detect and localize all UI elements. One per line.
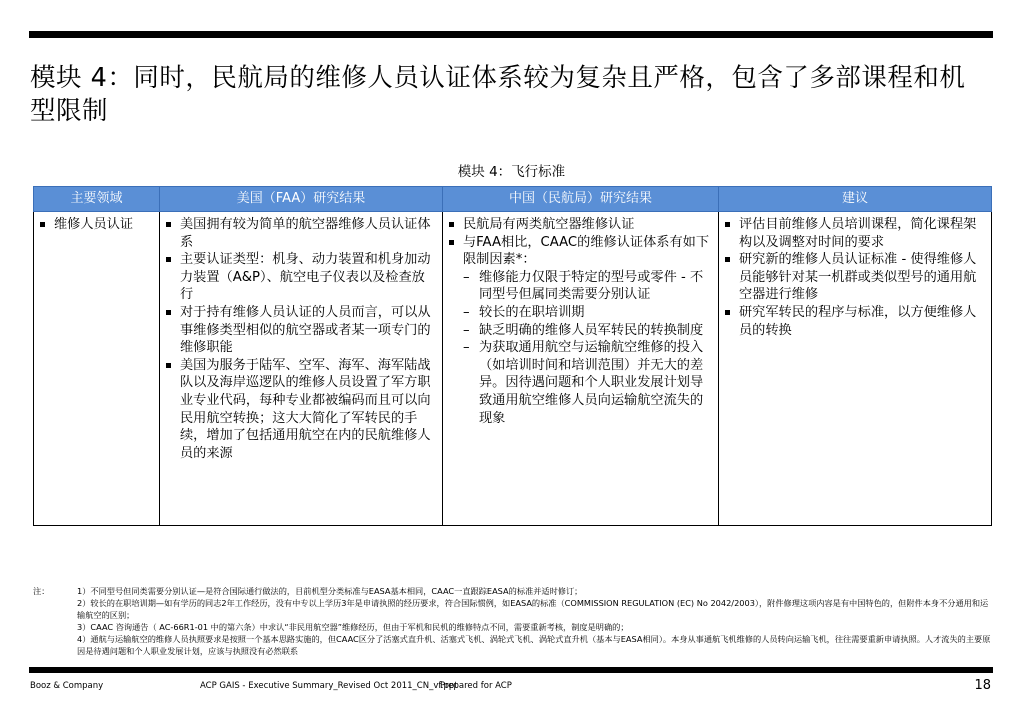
header-recommendation: 建议 xyxy=(719,187,992,212)
list-item: 主要认证类型：机身、动力装置和机身加动力装置（A&P）、航空电子仪表以及检查放行 xyxy=(164,251,438,304)
footnote-line: 4）通航与运输航空的维修人员执照要求是按照一个基本思路实施的，但CAAC区分了活塞式直升机、活塞式飞机、涡轮式飞机、涡轮式直升机（基本与EASA相同）。本身从事通航飞机维修的人员转向运输飞机，往往需要重新申请执照。人才流失的主要原因是待遇问题和个人职业发展计划，应该与执照没有必然联系 xyxy=(77,634,991,656)
bottom-rule xyxy=(29,667,993,673)
footnotes-label: 注： xyxy=(33,586,50,596)
cell-cn xyxy=(443,212,719,526)
footnotes-body xyxy=(77,585,993,657)
cell-area xyxy=(34,212,160,526)
list-item: 美国为服务于陆军、空军、海军、海军陆战队以及海岸巡逻队的维修人员设置了军方职业专业代码，每种专业都被编码而且可以向民用航空转换；这大大简化了军转民的手续，增加了包括通用航空在内的民航维修人员的来源 xyxy=(164,357,438,463)
list-item: 民航局有两类航空器维修认证 xyxy=(447,216,714,234)
findings-table xyxy=(33,186,992,526)
list-item: 维修人员认证 xyxy=(38,216,155,234)
footer-company: Booz & Company xyxy=(30,681,104,691)
sub-list-item: – 为获取通用航空与运输航空维修的投入（如培训时间和培训范围）并无大的差异。因待遇问题和个人职业发展计划导致通用航空维修人员向运输航空流失的现象 xyxy=(463,339,714,427)
cell-us xyxy=(160,212,443,526)
table-caption: 模块 4：飞行标准 xyxy=(457,164,566,180)
top-rule xyxy=(29,31,993,38)
page-number: 18 xyxy=(974,678,991,693)
list-item: 研究军转民的程序与标准，以方便维修人员的转换 xyxy=(723,304,987,339)
header-area: 主要领域 xyxy=(34,187,160,212)
footnote-line: 2）较长的在职培训期—如有学历的同志2年工作经历，没有中专以上学历3年是申请执照的经历要求，符合国际惯例，如EASA的标准（COMMISSION REGULATION (EC) No 2042/2003），附件修理这项内容是有中国特色的，但附件本身不分通用和运输航空的区别； xyxy=(77,598,989,620)
header-cn: 中国（民航局）研究结果 xyxy=(443,187,719,212)
footer-document-name: ACP GAIS - Executive Summary_Revised Oct 2011_CN_vf.ppt xyxy=(200,681,458,691)
cell-recommendation xyxy=(719,212,992,526)
list-item: 研究新的维修人员认证标准 - 使得维修人员能够针对某一机群或类似型号的通用航空器进行维修 xyxy=(723,251,987,304)
header-us: 美国（FAA）研究结果 xyxy=(160,187,443,212)
sub-list-item: – 维修能力仅限于特定的型号或零件 - 不同型号但属同类需要分别认证 xyxy=(463,269,714,304)
sub-list-item: – 缺乏明确的维修人员军转民的转换制度 xyxy=(463,322,714,340)
footnote-line: 1）不同型号但同类需要分别认证—是符合国际通行做法的，目前机型分类标准与EASA基本相同，CAAC一直跟踪EASA的标准并适时修订； xyxy=(77,586,583,596)
list-item: 评估目前维修人员培训课程，简化课程架构以及调整对时间的要求 xyxy=(723,216,987,251)
list-item: 对于持有维修人员认证的人员而言，可以从事维修类型相似的航空器或者某一项专门的维修职能 xyxy=(164,304,438,357)
list-item: 美国拥有较为简单的航空器维修人员认证体系 xyxy=(164,216,438,251)
footer-prepared-for: Prepared for ACP xyxy=(440,681,512,691)
sub-list-item: – 较长的在职培训期 xyxy=(463,304,714,322)
sub-list xyxy=(463,269,714,427)
list-item xyxy=(447,234,714,428)
page-title: 模块 4：同时，民航局的维修人员认证体系较为复杂且严格，包含了多部课程和机型限制 xyxy=(30,63,966,126)
footnote-line: 3）CAAC 咨询通告（ AC-66R1-01 中的第六条）中求认“非民用航空器”维修经历，但由于军机和民机的维修特点不同，需要重新考核，制度是明确的； xyxy=(77,622,629,632)
table-row xyxy=(34,212,992,526)
list-item-text: 与FAA相比，CAAC的维修认证体系有如下限制因素*： xyxy=(463,234,710,268)
table-header-row xyxy=(34,187,992,212)
